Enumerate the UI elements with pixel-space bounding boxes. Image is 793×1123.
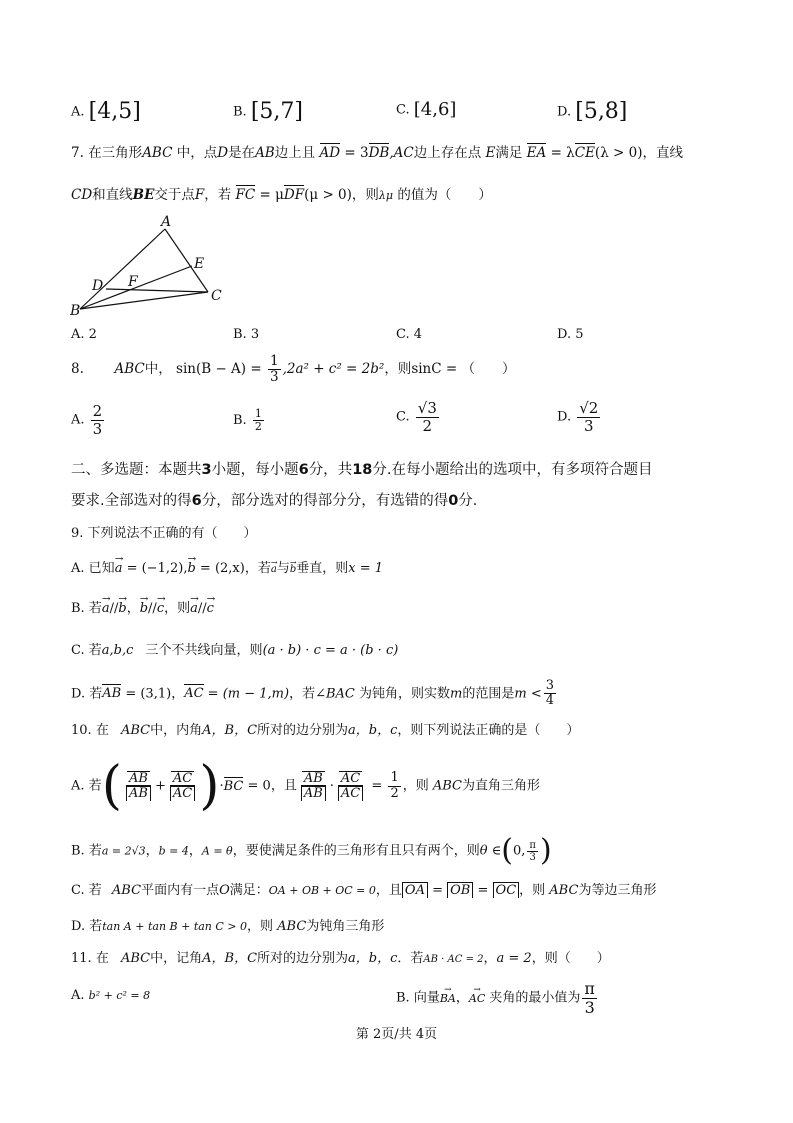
- fig-label-c: C: [211, 288, 222, 304]
- q7-option-d: D. 5: [557, 327, 584, 342]
- q8-option-a: A. $\frac{2}{3}$: [71, 402, 103, 438]
- q11-option-a: A. b² + c² = 8: [71, 988, 151, 1003]
- q6-option-d: D. [5,8]: [557, 99, 628, 124]
- fig-label-e: E: [194, 256, 205, 272]
- q9-option-a: A. 已知→ a = (−1,2),→ b = (2,x)，若→ a与→ b垂直，则x = 1: [71, 561, 383, 577]
- q9-option-b: B. 若→ a//→ b，→ b//→ c，则→ a//→ c: [71, 601, 214, 617]
- fig-label-b: B: [70, 303, 81, 318]
- q10-stem: 10. 在 ABC中，内角A，B，C所对的边分别为a，b，c，则下列说法正确的是（ ）: [71, 723, 580, 738]
- q7-stem-line1: 7. 在三角形ABC 中，点D是在AB边上且 AD = 3DB,AC边上存在点 E满足 EA = λCE(λ > 0)，直线: [71, 145, 683, 161]
- q11-stem: 11. 在 ABC中，记角A，B，C所对的边分别为a，b，c．若AB · AC = 2，a = 2，则（ ）: [71, 951, 610, 966]
- q7-option-a: A. 2: [71, 327, 97, 342]
- section-2-heading-line1: 二、多选题：本题共3小题，每小题6分，共18分.在每小题给出的选项中，有多项符合题目: [71, 462, 653, 478]
- q7-option-b: B. 3: [233, 327, 260, 342]
- q7-triangle-figure: [70, 214, 230, 318]
- q10-option-c: C. 若 ABC平面内有一点O满足：OA + OB + OC = 0，且 OA = OB = OC ，则 ABC为等边三角形: [71, 883, 657, 898]
- q10-option-d: D. 若tan A + tan B + tan C > 0，则 ABC为钝角三角形: [71, 919, 385, 934]
- q6-option-b: B. [5,7]: [233, 99, 303, 124]
- section-2-heading-line2: 要求.全部选对的得6分，部分选对的得部分分，有选错的得0分.: [71, 493, 478, 509]
- q9-option-d: D. 若AB = (3,1)，AC = (m − 1,m)，若∠BAC 为钝角，则实数m的范围是m < $\frac{3}{4}$: [71, 678, 554, 709]
- q10-option-b: B. 若a = 2√3，b = 4，A = θ，要使满足条件的三角形有且只有两个，则θ ∈(0, $\frac{\pi}{3}$ ): [71, 833, 552, 868]
- q6-option-c: C. [4,6]: [396, 99, 457, 120]
- q8-option-c: C. $\frac{√3}{2}$: [396, 399, 437, 435]
- fig-label-a: A: [161, 214, 172, 230]
- q10-option-a: A. 若( $\frac{AB}{AB}$ + $\frac{AC}{AC}$ )·BC = 0，且 $\frac{AB}{AB}$ · $\frac{AC}{AC}$ = $\frac{1}{2}$ ，则 ABC为直角三角形: [71, 756, 541, 816]
- q7-stem-line2: CD和直线BE交于点F，若 FC = μDF(μ > 0)，则λμ 的值为（ ）: [71, 187, 492, 203]
- fig-label-d: D: [92, 278, 104, 294]
- q9-option-c: C. 若a,b,c 三个不共线向量，则(a · b) · c = a · (b · c): [71, 643, 399, 658]
- fig-label-f: F: [128, 274, 138, 290]
- q8-option-d: D. $\frac{√2}{3}$: [557, 399, 599, 435]
- q11-option-b: B. 向量→ BA，→ AC 夹角的最小值为 $\frac{\pi}{3}$: [396, 980, 599, 1016]
- q8-option-b: B. $\frac{1}{2}$: [233, 407, 262, 434]
- q8-stem: 8. ABC中， sin(B − A) = $\frac{1}{3}$ ,2a² + c² = 2b²，则sinC = （ ）: [71, 353, 516, 385]
- q7-option-c: C. 4: [396, 327, 423, 342]
- q6-option-a: A. [4,5]: [71, 99, 141, 124]
- q9-stem: 9. 下列说法不正确的有（ ）: [71, 526, 257, 541]
- page-footer: 第 2页/共 4页: [355, 1027, 438, 1042]
